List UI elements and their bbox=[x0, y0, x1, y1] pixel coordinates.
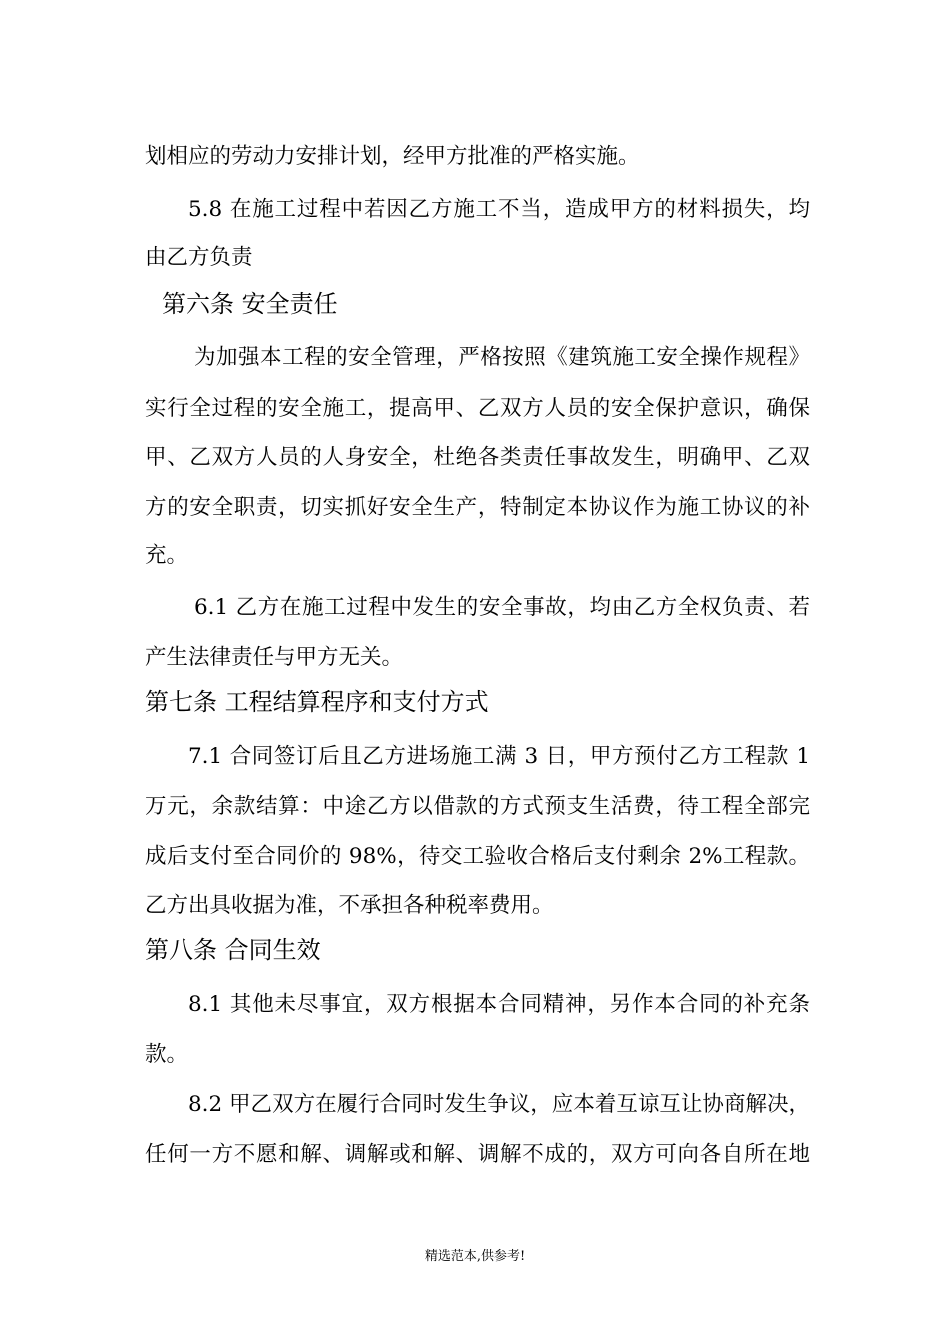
text-line-2: 5.8 在施工过程中若因乙方施工不当，造成甲方的材料损失，均 bbox=[188, 197, 810, 222]
text-line-6: 实行全过程的安全施工，提高甲、乙双方人员的安全保护意识，确保 bbox=[145, 396, 810, 421]
section-heading-8: 第八条 合同生效 bbox=[145, 936, 321, 964]
text-line-20: 8.2 甲乙双方在履行合同时发生争议，应本着互谅互让协商解决， bbox=[188, 1092, 810, 1117]
text-line-16: 乙方出具收据为准，不承担各种税率费用。 bbox=[145, 893, 554, 918]
page-footer: 精选范本,供参考! bbox=[424, 1249, 526, 1264]
text-line-11: 产生法律责任与甲方无关。 bbox=[145, 645, 404, 670]
text-line-3: 由乙方负责 bbox=[145, 245, 253, 270]
text-line-5: 为加强本工程的安全管理，严格按照《建筑施工安全操作规程》 bbox=[194, 345, 810, 370]
text-line-19: 款。 bbox=[145, 1042, 189, 1067]
section-heading-6: 第六条 安全责任 bbox=[162, 290, 338, 318]
text-line-15: 成后支付至合同价的 98%，待交工验收合格后支付剩余 2%工程款。 bbox=[145, 844, 810, 869]
text-line-9: 充。 bbox=[145, 543, 189, 568]
text-line-14: 万元，余款结算：中途乙方以借款的方式预支生活费，待工程全部完 bbox=[145, 794, 810, 819]
text-line-1: 划相应的劳动力安排计划，经甲方批准的严格实施。 bbox=[145, 144, 640, 169]
text-line-8: 方的安全职责，切实抓好安全生产，特制定本协议作为施工协议的补 bbox=[145, 495, 810, 520]
section-heading-7: 第七条 工程结算程序和支付方式 bbox=[145, 688, 489, 716]
text-line-18: 8.1 其他未尽事宜，双方根据本合同精神，另作本合同的补充条 bbox=[188, 992, 810, 1017]
text-line-13: 7.1 合同签订后且乙方进场施工满 3 日，甲方预付乙方工程款 1 bbox=[188, 744, 810, 769]
text-line-10: 6.1 乙方在施工过程中发生的安全事故，均由乙方全权负责、若 bbox=[194, 595, 810, 620]
text-line-21: 任何一方不愿和解、调解或和解、调解不成的，双方可向各自所在地 bbox=[145, 1142, 810, 1167]
text-line-7: 甲、乙双方人员的人身安全，杜绝各类责任事故发生，明确甲、乙双 bbox=[145, 445, 810, 470]
